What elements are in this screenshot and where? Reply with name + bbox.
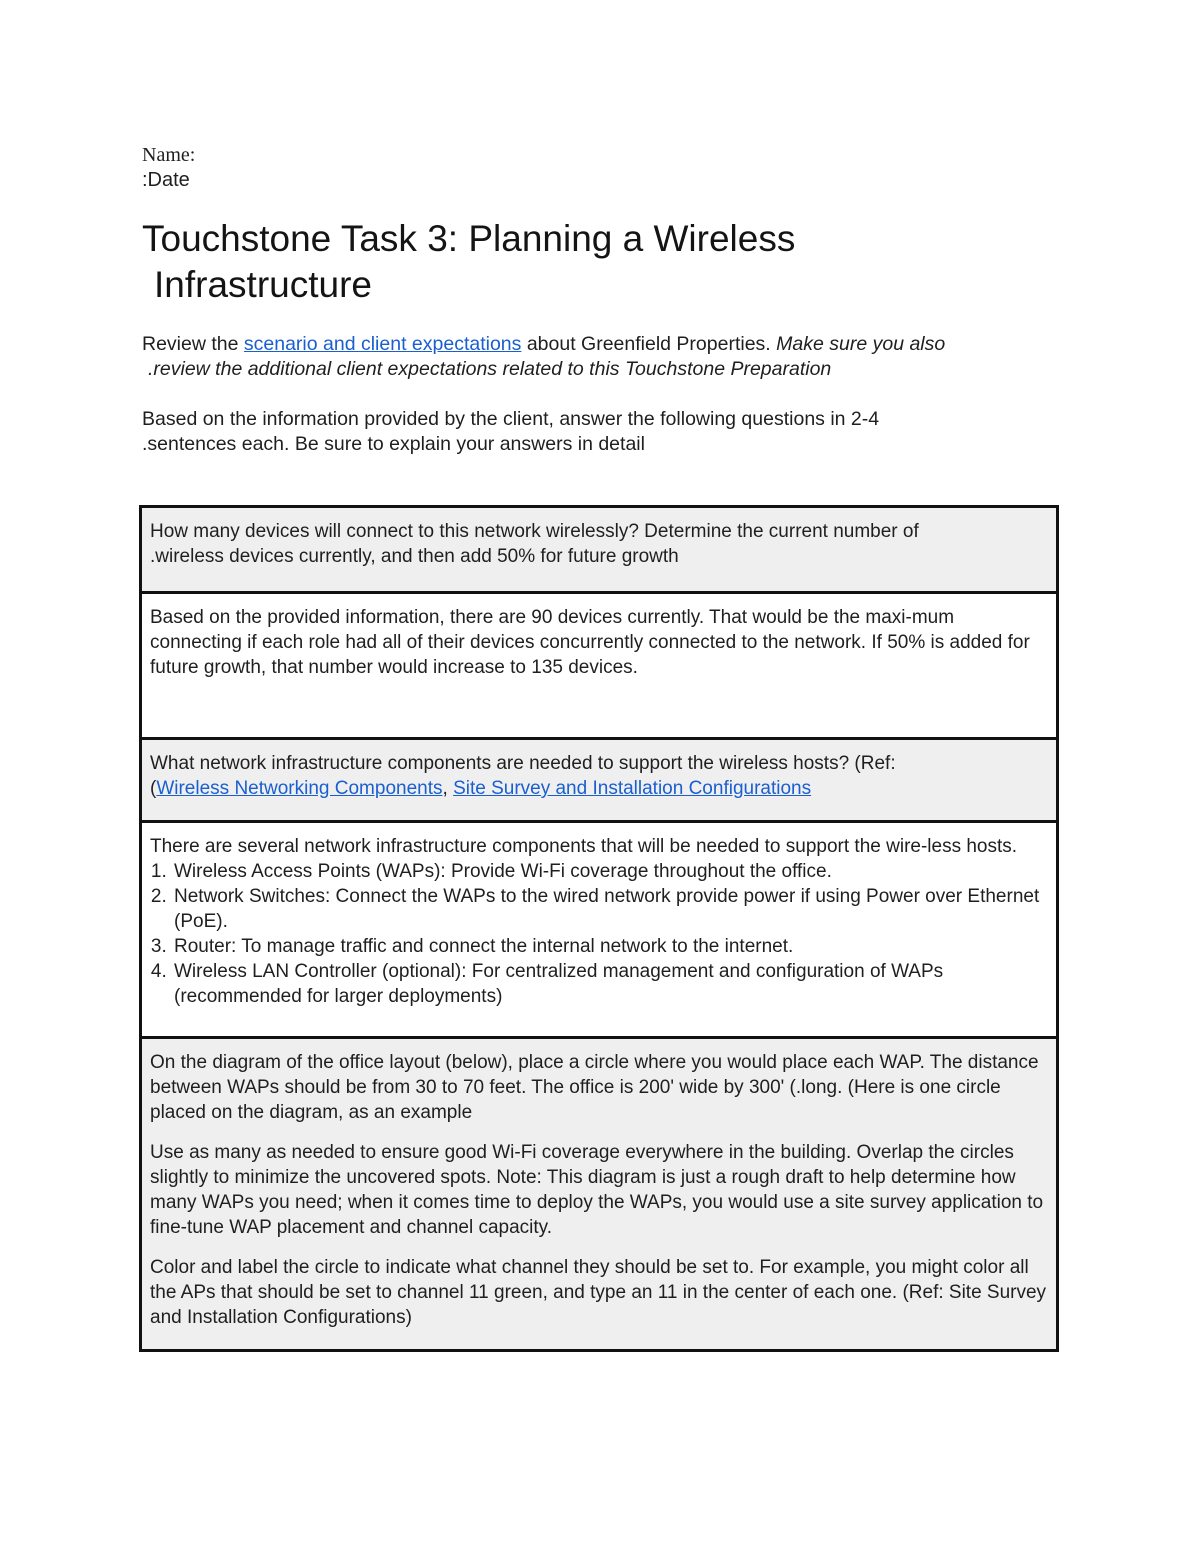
components-list (150, 859, 1048, 1009)
page-title (142, 216, 1042, 308)
answer-2-intro: There are several network infrastructure components that will be needed to support the wire-less hosts. (150, 836, 1018, 857)
list-item: 1. Wireless Access Points (WAPs): Provide Wi-Fi coverage throughout the office. (172, 859, 1048, 884)
name-label: Name: (142, 144, 196, 166)
question-2-separator: , (442, 778, 454, 799)
question-1-line-1: How many devices will connect to this network wirelessly? Determine the current number of (150, 521, 919, 542)
question-2-text: What network infrastructure components are needed to support the wireless hosts? (Ref: (150, 753, 896, 774)
question-2-paren: ( (150, 778, 157, 799)
review-prefix: Review the (142, 333, 244, 355)
review-italic-1: Make sure you also (776, 333, 946, 355)
intro-paragraph (142, 332, 1042, 382)
question-3-paragraph-1: On the diagram of the office layout (below), place a circle where you would place each WAP. The distance between WAPs should be from 30 to 70 feet. The office is 200' wide by 300' (.long. (Here is one circle placed on the diagram, as an example (150, 1052, 1039, 1123)
question-3-paragraph-2: Use as many as needed to ensure good Wi-Fi coverage everywhere in the building. Overlap the circles slightly to minimize the uncovered spots. Note: This diagram is just a rough draft to help determine how many WAPs you need; when it comes time to deploy the WAPs, you would use a site survey application to fine-tune WAP placement and channel capacity. (150, 1142, 1044, 1238)
title-line-1: Touchstone Task 3: Planning a Wireless (142, 218, 796, 259)
site-survey-link[interactable]: Site Survey and Installation Configurations (453, 778, 812, 799)
title-line-2: Infrastructure (154, 264, 372, 305)
answer-1-cell[interactable] (142, 594, 1056, 740)
question-2-cell (142, 740, 1056, 823)
wireless-networking-components-link[interactable]: Wireless Networking Components (156, 778, 443, 799)
questions-table (139, 505, 1059, 1352)
answer-1-text: Based on the provided information, there are 90 devices currently. That would be the maxi-mum connecting if each role had all of their devices concurrently connected to the network. If 50% is added for future growth, that number would increase to 135 devices. (150, 607, 1030, 678)
question-3-cell (142, 1039, 1056, 1349)
instructions-line-1: Based on the information provided by the client, answer the following questions in 2-4 (142, 408, 880, 430)
date-label: :Date (142, 169, 190, 191)
question-1-cell (142, 508, 1056, 594)
review-italic-2: .review the additional client expectations related to this Touchstone Preparation (148, 358, 832, 380)
review-middle: about Greenfield Properties. (521, 333, 777, 355)
list-item: 3. Router: To manage traffic and connect the internal network to the internet. (172, 934, 1048, 959)
list-item: 4. Wireless LAN Controller (optional): For centralized management and configuration of WAPs (recommended for larger deployments) (172, 959, 1048, 1009)
scenario-link[interactable]: scenario and client expectations (243, 333, 522, 355)
question-1-line-2: .wireless devices currently, and then add 50% for future growth (150, 546, 679, 567)
answer-2-cell[interactable] (142, 823, 1056, 1039)
instructions-paragraph (142, 407, 1042, 457)
instructions-line-2: .sentences each. Be sure to explain your answers in detail (142, 433, 645, 455)
question-3-paragraph-3: Color and label the circle to indicate what channel they should be set to. For example, you might color all the APs that should be set to channel 11 green, and type an 11 in the center of each one. (Ref: Site Survey and Installation Configurations) (150, 1257, 1047, 1328)
list-item: 2. Network Switches: Connect the WAPs to the wired network provide power if using Power over Ethernet (PoE). (172, 884, 1048, 934)
